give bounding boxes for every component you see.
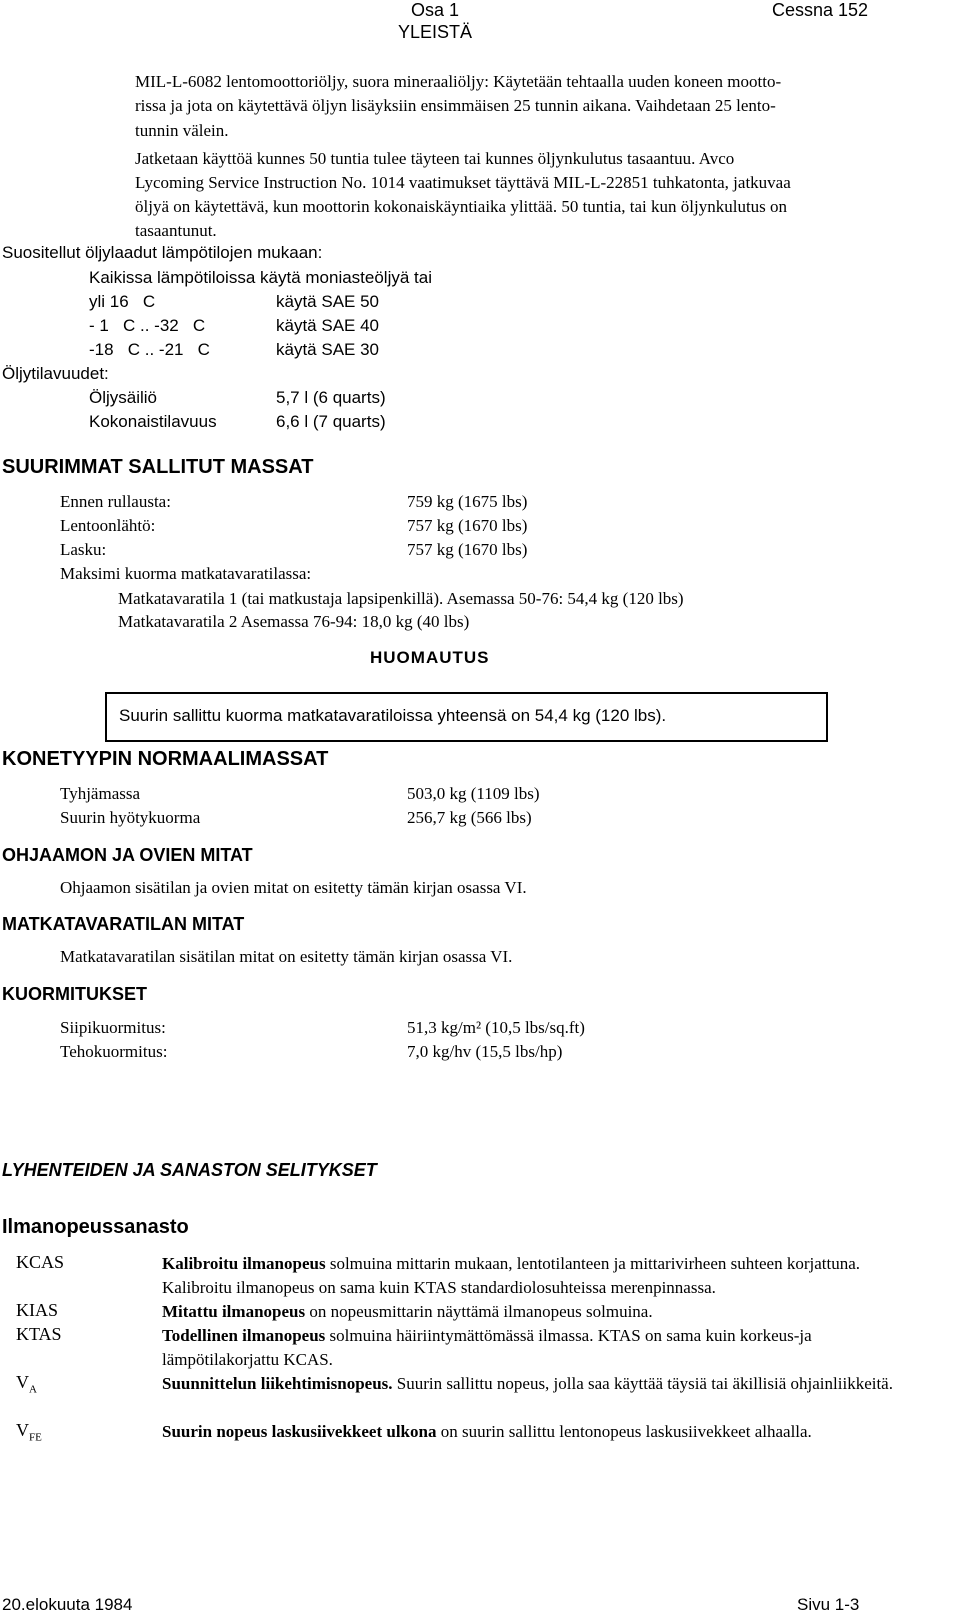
glossary-def-vfe-bold: Suurin nopeus laskusiivekkeet ulkona [162, 1422, 437, 1441]
oil-line-5: Lycoming Service Instruction No. 1014 vaatimukset täyttävä MIL-L-22851 tuhkatonta, jatkuvaa [135, 173, 791, 192]
oil-grades-intro: Kaikissa lämpötiloissa käytä moniasteöljyä tai [89, 268, 432, 287]
glossary-term-ktas: KTAS [16, 1324, 62, 1344]
oil-line-6: öljyä on käytettävä, kun moottorin kokonaiskäyntiaika ylittää. 50 tuntia, tai kun öljynkulutus on [135, 197, 788, 216]
glossary-def-vfe [162, 1420, 922, 1444]
oil-line-4: Jatketaan käyttöä kunnes 50 tuntia tulee täyteen tai kunnes öljynkulutus tasaantuu. Avco [135, 149, 735, 168]
glossary-term-va [16, 1372, 37, 1396]
grade-temp-1: yli 16 C [89, 292, 156, 311]
glossary-def-kcas-text: solmuina mittarin mukaan, lentotilanteen ja mittarivirheen suhteen korjattuna. Kalibroitu ilmanopeus on sama kuin KTAS standardiolosuhteissa merenpinnassa. [162, 1254, 860, 1297]
glossary-def-va-text: Suurin sallittu nopeus, jolla saa käyttää täysiä tai äkillisiä ohjainliikkeitä. [392, 1374, 893, 1393]
glossary-def-kias-bold: Mitattu ilmanopeus [162, 1302, 306, 1321]
standard-weights-heading: KONETYYPIN NORMAALIMASSAT [2, 748, 329, 770]
glossary-def-va-bold: Suunnittelun liikehtimisnopeus. [162, 1374, 393, 1393]
baggage-heading: Maksimi kuorma matkatavaratilassa: [60, 564, 312, 583]
baggage-line-1: Matkatavaratila 1 (tai matkustaja lapsipenkillä). Asemassa 50-76: 54,4 kg (120 lbs) [118, 589, 684, 608]
grade-value-1: käytä SAE 50 [276, 292, 380, 311]
cabin-heading: OHJAAMON JA OVIEN MITAT [2, 845, 253, 865]
glossary-term-kias: KIAS [16, 1300, 59, 1320]
oil-grades-heading: Suositellut öljylaadut lämpötilojen mukaan: [2, 243, 323, 262]
loading-label-1: Siipikuormitus: [60, 1018, 166, 1037]
weight-label-3: Lasku: [60, 540, 107, 559]
grade-temp-2: - 1 C .. -32 C [89, 316, 206, 335]
glossary-term-vfe [16, 1420, 42, 1444]
baggage-dims-heading: MATKATAVARATILAN MITAT [2, 914, 245, 934]
std-weight-label-2: Suurin hyötykuorma [60, 808, 201, 827]
oil-line-3: tunnin välein. [135, 121, 229, 140]
capacity-value-2: 6,6 l (7 quarts) [276, 412, 386, 431]
capacity-label-2: Kokonaistilavuus [89, 412, 217, 431]
glossary-def-kias-text: on nopeusmittarin näyttämä ilmanopeus solmuina. [305, 1302, 653, 1321]
section-title: YLEISTÄ [398, 22, 473, 42]
weight-label-1: Ennen rullausta: [60, 492, 171, 511]
aircraft-name: Cessna 152 [772, 0, 869, 20]
glossary-def-vfe-text: on suurin sallittu lentonopeus laskusiivekkeet alhaalla. [436, 1422, 812, 1441]
note-title: HUOMAUTUS [370, 648, 490, 667]
loading-value-2: 7,0 kg/hv (15,5 lbs/hp) [407, 1042, 563, 1061]
loading-label-2: Tehokuormitus: [60, 1042, 168, 1061]
weight-value-1: 759 kg (1675 lbs) [407, 492, 528, 511]
glossary-term-vfe-main: V [16, 1420, 29, 1440]
capacity-label-1: Öljysäiliö [89, 388, 158, 407]
baggage-dims-text: Matkatavaratilan sisätilan mitat on esitetty tämän kirjan osassa VI. [60, 947, 513, 966]
glossary-def-va [162, 1372, 922, 1396]
footer-page: Sivu 1-3 [797, 1595, 860, 1614]
weight-value-2: 757 kg (1670 lbs) [407, 516, 528, 535]
glossary-def-ktas [162, 1324, 922, 1372]
section-label: Osa 1 [411, 0, 460, 20]
glossary-subheading: Ilmanopeussanasto [2, 1216, 189, 1238]
glossary-def-kcas [162, 1252, 922, 1300]
weight-label-2: Lentoonlähtö: [60, 516, 156, 535]
glossary-heading: LYHENTEIDEN JA SANASTON SELITYKSET [2, 1160, 377, 1180]
footer-date: 20.elokuuta 1984 [2, 1595, 133, 1614]
grade-value-3: käytä SAE 30 [276, 340, 380, 359]
cabin-text: Ohjaamon sisätilan ja ovien mitat on esitetty tämän kirjan osassa VI. [60, 878, 527, 897]
capacity-value-1: 5,7 l (6 quarts) [276, 388, 386, 407]
loadings-heading: KUORMITUKSET [2, 984, 147, 1004]
std-weight-label-1: Tyhjämassa [60, 784, 141, 803]
baggage-line-2: Matkatavaratila 2 Asemassa 76-94: 18,0 kg (40 lbs) [118, 612, 470, 631]
glossary-def-kcas-bold: Kalibroitu ilmanopeus [162, 1254, 326, 1273]
glossary-def-ktas-bold: Todellinen ilmanopeus [162, 1326, 326, 1345]
glossary-term-kcas: KCAS [16, 1252, 65, 1272]
weight-value-3: 757 kg (1670 lbs) [407, 540, 528, 559]
note-box [105, 692, 828, 742]
glossary-term-va-sub: A [29, 1383, 37, 1396]
grade-temp-3: -18 C .. -21 C [89, 340, 210, 359]
glossary-term-vfe-sub: FE [29, 1431, 42, 1444]
oil-line-1: MIL-L-6082 lentomoottoriöljy, suora mineraaliöljy: Käytetään tehtaalla uuden koneen moottо- [135, 72, 782, 91]
oil-line-7: tasaantunut. [135, 221, 217, 240]
oil-capacity-heading: Öljytilavuudet: [2, 364, 109, 383]
max-weights-heading: SUURIMMAT SALLITUT MASSAT [2, 456, 314, 478]
loading-value-1: 51,3 kg/m² (10,5 lbs/sq.ft) [407, 1018, 585, 1037]
grade-value-2: käytä SAE 40 [276, 316, 380, 335]
glossary-term-va-main: V [16, 1372, 29, 1392]
std-weight-value-1: 503,0 kg (1109 lbs) [407, 784, 540, 803]
std-weight-value-2: 256,7 kg (566 lbs) [407, 808, 532, 827]
note-text: Suurin sallittu kuorma matkatavaratiloissa yhteensä on 54,4 kg (120 lbs). [119, 706, 667, 725]
glossary-def-kias [162, 1300, 922, 1324]
glossary-def-ktas-text: solmuina häiriintymättömässä ilmassa. KTAS on sama kuin korkeus-ja lämpötilakorjattu KCAS. [162, 1326, 812, 1369]
oil-line-2: rissa ja jota on käytettävä öljyn lisäyksiin ensimmäisen 25 tunnin aikana. Vaihdetaan 25 lento- [135, 96, 776, 115]
